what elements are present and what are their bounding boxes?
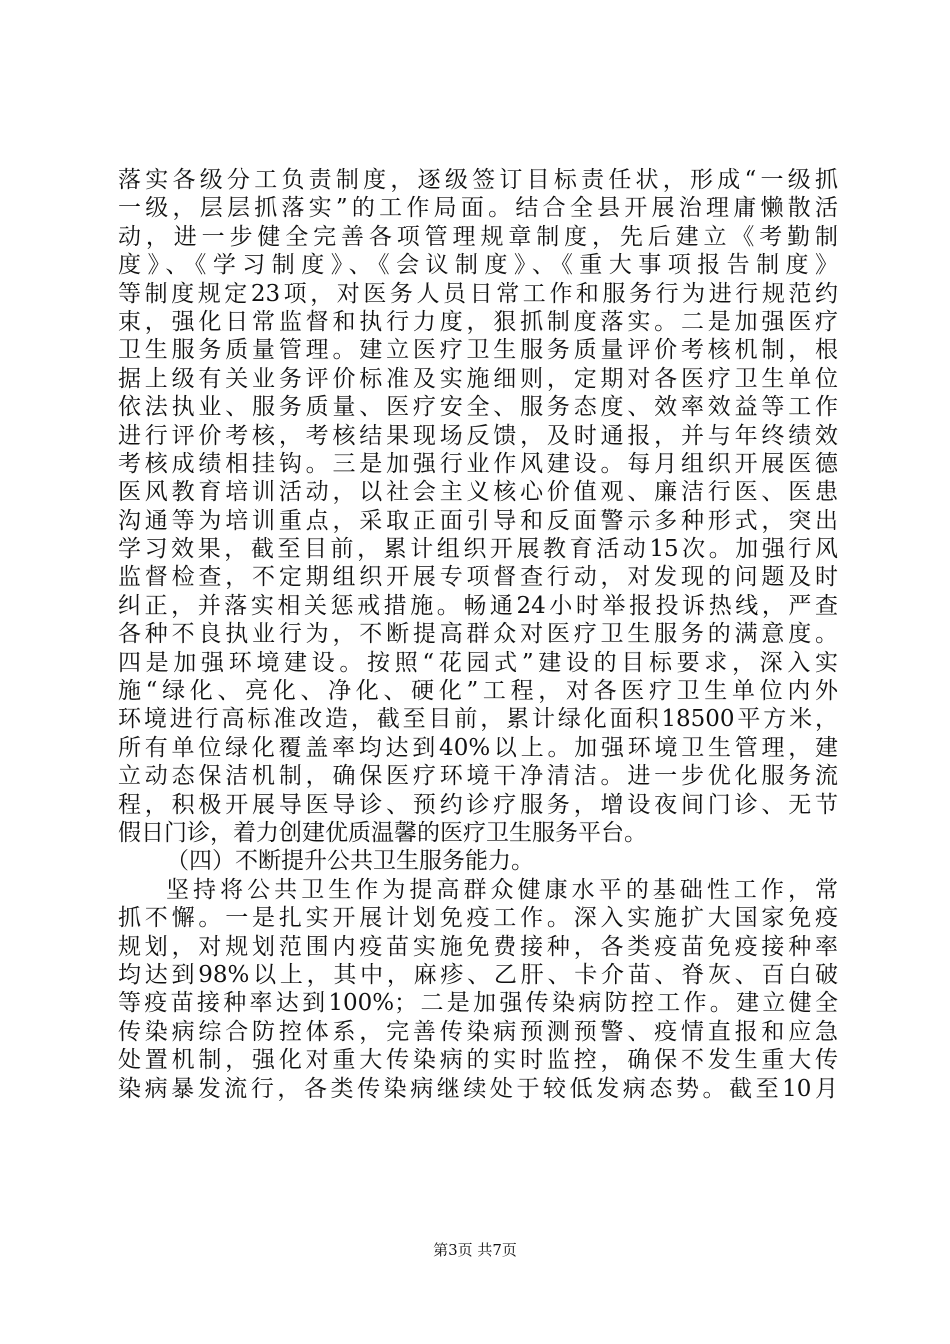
text-line: 处置机制，强化对重大传染病的实时监控，确保不发生重大传 (118, 1047, 838, 1074)
text-line: 染病暴发流行，各类传染病继续处于较低发病态势。截至10月 (118, 1075, 838, 1102)
text-line: 考核成绩相挂钩。三是加强行业作风建设。每月组织开展医德 (118, 450, 838, 477)
text-line: 程，积极开展导医导诊、预约诊疗服务，增设夜间门诊、无节 (118, 791, 838, 818)
page-number-footer: 第3页 共7页 (433, 1241, 517, 1259)
text-line: 度》、《学习制度》、《会议制度》、《重大事项报告制度》 (118, 252, 838, 279)
text-line: 依法执业、服务质量、医疗安全、服务态度、效率效益等工作 (118, 394, 838, 421)
text-line: 规划，对规划范围内疫苗实施免费接种，各类疫苗免疫接种率 (118, 933, 838, 960)
text-line: 四是加强环境建设。按照“花园式”建设的目标要求，深入实 (118, 649, 838, 676)
text-line: 束，强化日常监督和执行力度，狠抓制度落实。二是加强医疗 (118, 308, 838, 335)
section-heading: （四）不断提升公共卫生服务能力。 (166, 848, 534, 875)
text-line: 等制度规定23项，对医务人员日常工作和服务行为进行规范约 (118, 280, 838, 307)
text-line: 假日门诊，着力创建优质温馨的医疗卫生服务平台。 (118, 819, 647, 846)
text-line: 等疫苗接种率达到100%；二是加强传染病防控工作。建立健全 (118, 990, 838, 1017)
text-line: 所有单位绿化覆盖率均达到40%以上。加强环境卫生管理，建 (118, 734, 838, 761)
text-line: 环境进行高标准改造，截至目前，累计绿化面积18500平方米， (118, 706, 838, 733)
text-line: 落实各级分工负责制度，逐级签订目标责任状，形成“一级抓 (118, 167, 838, 193)
text-line: 施“绿化、亮化、净化、硬化”工程，对各医疗卫生单位内外 (118, 678, 838, 705)
body-text (118, 166, 838, 1103)
text-line: 动，进一步健全完善各项管理规章制度，先后建立《考勤制 (118, 223, 838, 250)
paragraph-start-line: 坚持将公共卫生作为提高群众健康水平的基础性工作，常 (166, 876, 838, 903)
text-line: 抓不懈。一是扎实开展计划免疫工作。深入实施扩大国家免疫 (118, 905, 838, 932)
text-line: 卫生服务质量管理。建立医疗卫生服务质量评价考核机制，根 (118, 337, 838, 364)
text-line: 一级，层层抓落实”的工作局面。结合全县开展治理庸懒散活 (118, 195, 838, 222)
text-line: 立动态保洁机制，确保医疗环境干净清洁。进一步优化服务流 (118, 763, 838, 790)
text-line: 各种不良执业行为，不断提高群众对医疗卫生服务的满意度。 (118, 621, 838, 648)
text-line: 监督检查，不定期组织开展专项督查行动，对发现的问题及时 (118, 564, 838, 591)
text-line: 据上级有关业务评价标准及实施细则，定期对各医疗卫生单位 (118, 365, 838, 392)
text-line: 沟通等为培训重点，采取正面引导和反面警示多种形式，突出 (118, 507, 838, 534)
text-line: 传染病综合防控体系，完善传染病预测预警、疫情直报和应急 (118, 1018, 838, 1045)
text-line: 医风教育培训活动，以社会主义核心价值观、廉洁行医、医患 (118, 479, 838, 506)
text-line: 纠正，并落实相关惩戒措施。畅通24小时举报投诉热线，严查 (118, 592, 838, 619)
text-line: 进行评价考核，考核结果现场反馈，及时通报，并与年终绩效 (118, 422, 838, 449)
text-line: 学习效果，截至目前，累计组织开展教育活动15次。加强行风 (118, 536, 838, 563)
text-line: 均达到98%以上，其中，麻疹、乙肝、卡介苗、脊灰、百白破 (118, 961, 838, 988)
